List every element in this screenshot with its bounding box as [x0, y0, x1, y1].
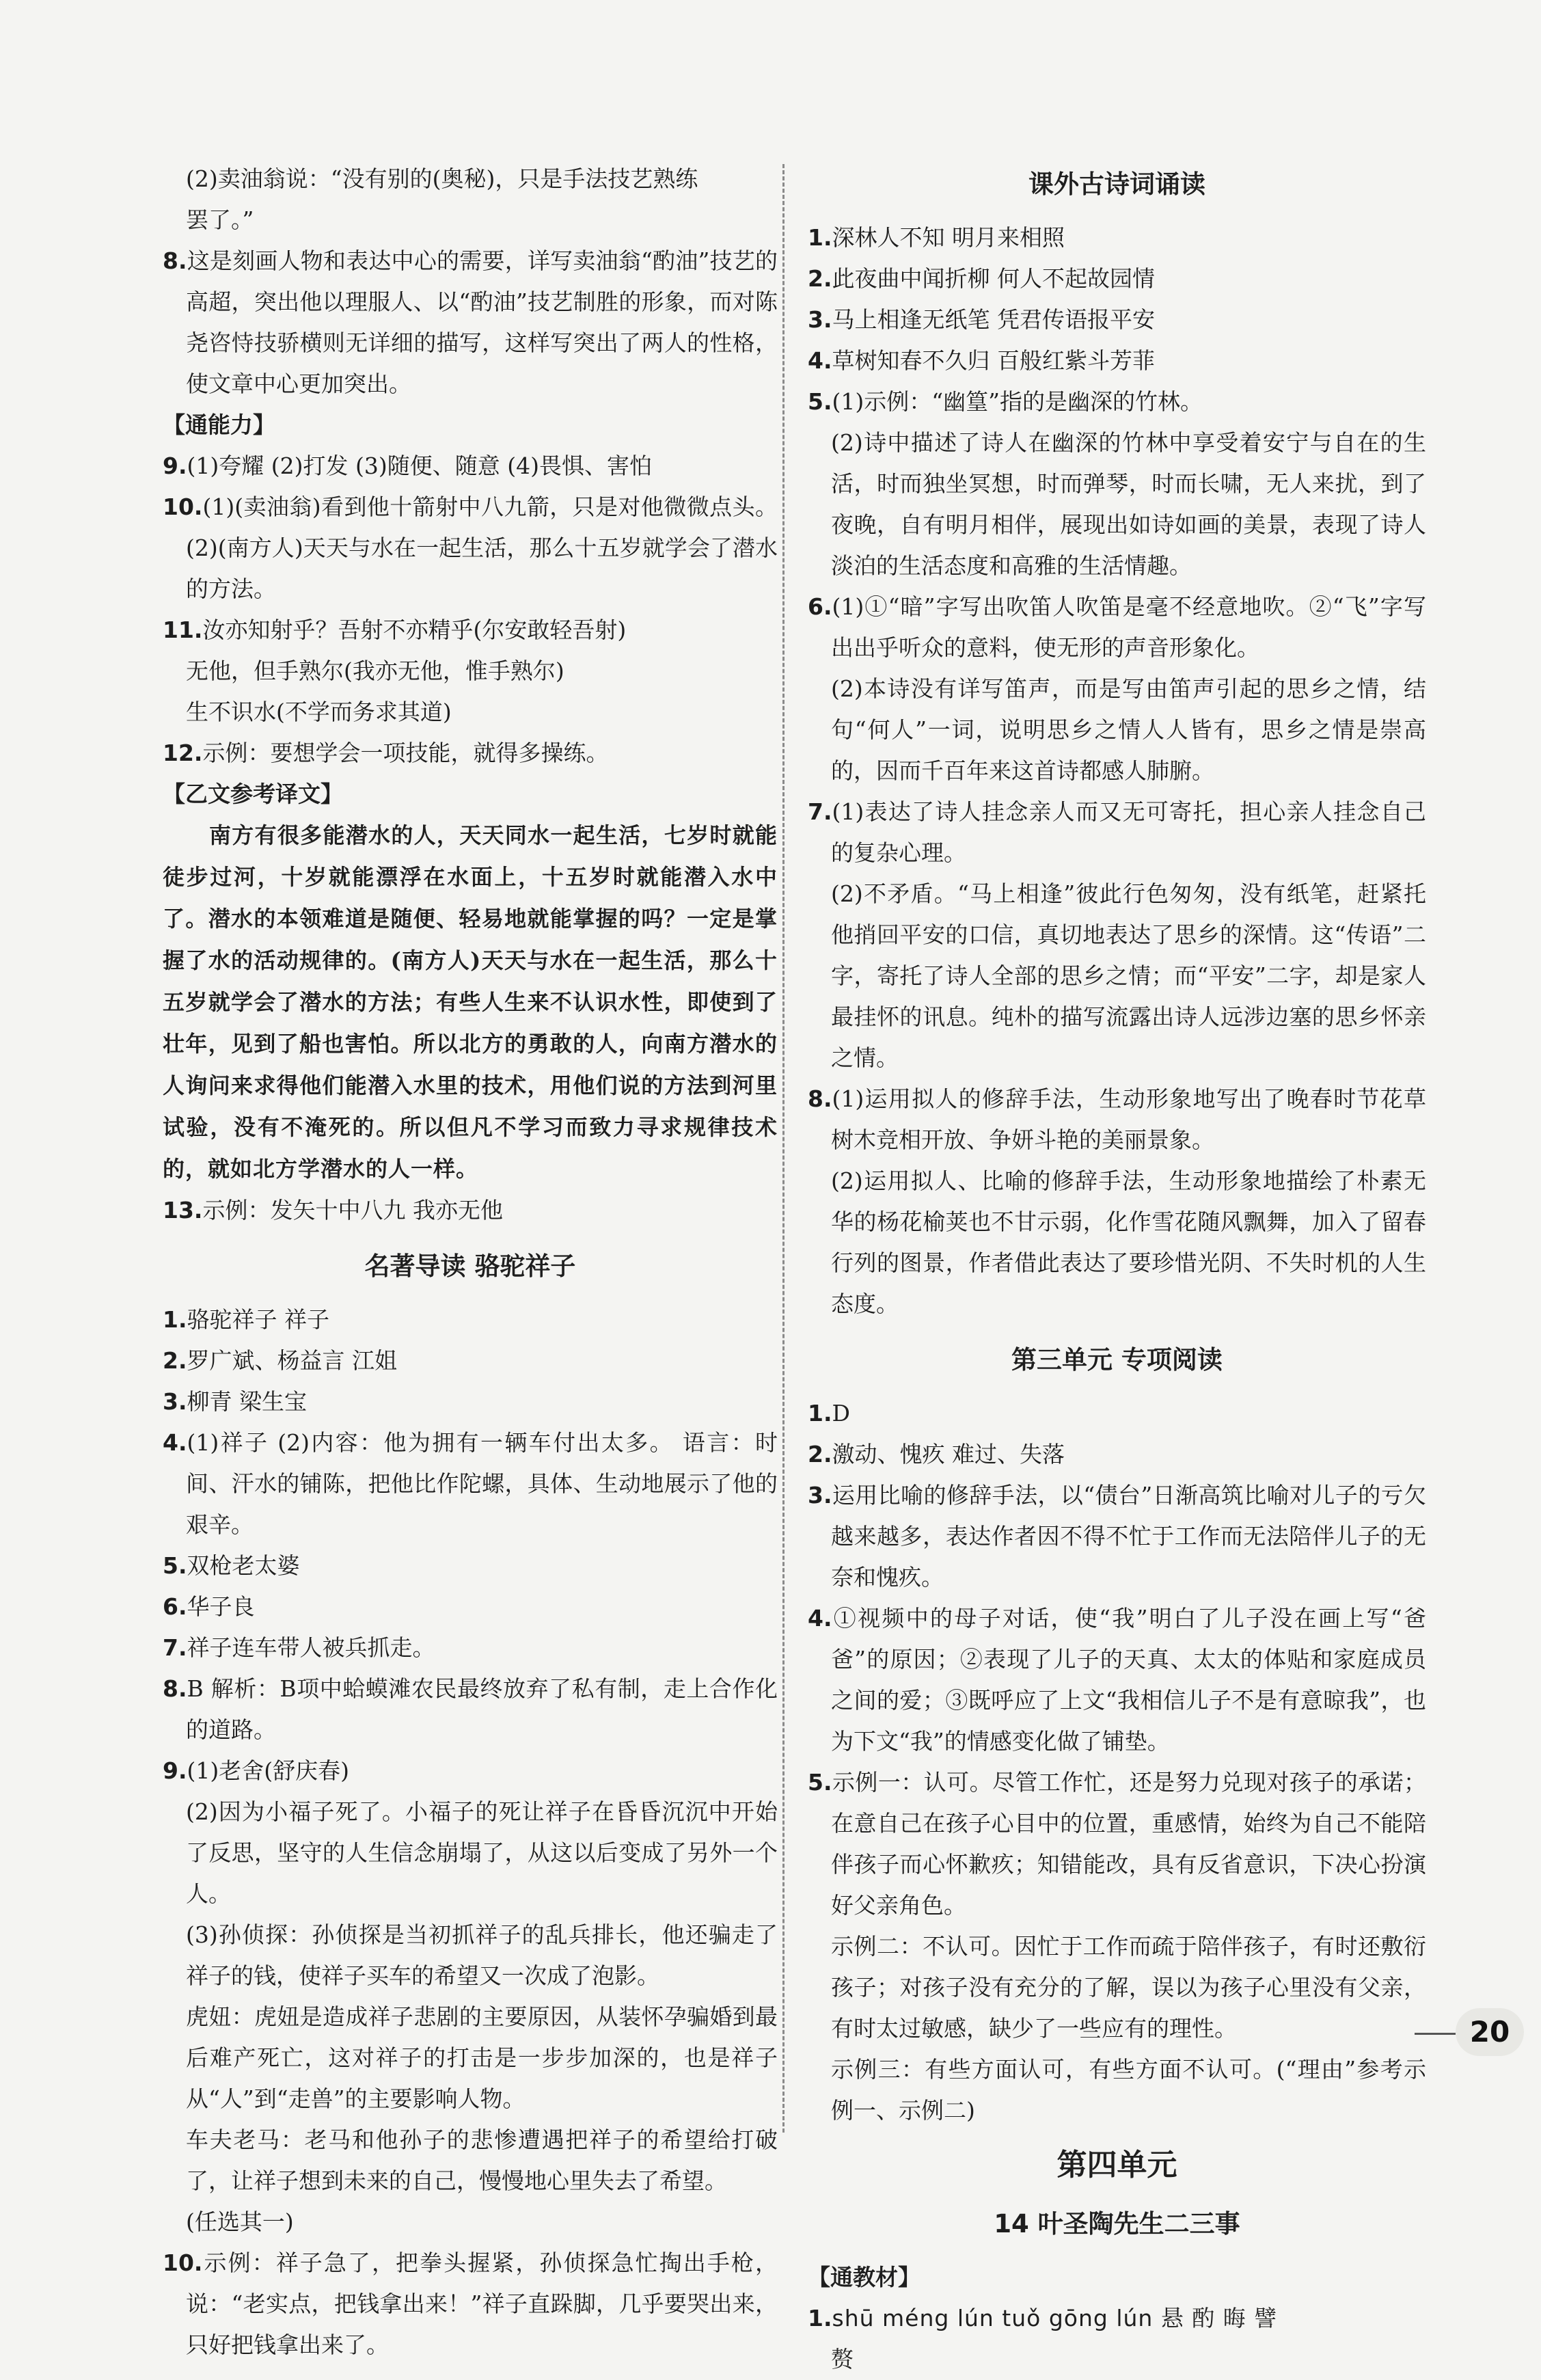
answer-line: 车夫老马：老马和他孙子的悲惨遭遇把祥子的希望给打破了，让祥子想到未来的自己，慢慢地心里失去了希望。 — [186, 2126, 778, 2194]
section-heading-gushi: 课外古诗词诵读 — [1028, 170, 1205, 199]
answer-text: 汝亦知射乎？吾射不亦精乎(尔安敢轻吾射) — [202, 617, 627, 643]
answer-item — [808, 217, 1426, 258]
answer-line: (任选其一) — [186, 2208, 294, 2235]
page-number-rule — [1415, 2033, 1456, 2035]
answer-item — [808, 1393, 1426, 1434]
item-number: 5. — [163, 1552, 187, 1579]
answer-text: 华子良 — [187, 1593, 255, 1620]
answer-text: 运用比喻的修辞手法，以“债台”日渐高筑比喻对儿子的亏欠越来越多，表达作者因不得不忙于工作而无法陪伴儿子的无奈和愧疚。 — [831, 1482, 1426, 1591]
answer-item-9 — [163, 446, 778, 487]
answer-line: (2)本诗没有详写笛声，而是写由笛声引起的思乡之情，结句“何人”一词，说明思乡之情人人皆有，思乡之情是崇高的，因而千百年来这首诗都感人肺腑。 — [831, 675, 1426, 784]
answer-line: 示例二：不认可。因忙于工作而疏于陪伴孩子，有时还敷衍孩子；对孩子没有充分的了解，误以为孩子心里没有父亲，有时太过敏感，缺少了一些应有的理性。 — [831, 1933, 1426, 2042]
column-divider — [782, 164, 785, 2133]
unit-heading: 第四单元 — [1056, 2148, 1177, 2182]
item-number: 1. — [808, 224, 832, 251]
answer-line: (2)因为小福子死了。小福子的死让祥子在昏昏沉沉中开始了反思，坚守的人生信念崩塌了，从这以后变成了另外一个人。 — [186, 1798, 778, 1907]
answer-text: 双枪老太婆 — [187, 1552, 300, 1579]
answer-line: (2)不矛盾。“马上相逢”彼此行色匆匆，没有纸笔，赶紧托他捎回平安的口信，真切地表达了思乡的深情。这“传语”二字，寄托了诗人全部的思乡之情；而“平安”二字，却是家人最挂怀的讯息。纯朴的描写流露出诗人远涉边塞的思乡怀亲之情。 — [831, 880, 1426, 1071]
answer-item — [808, 258, 1426, 299]
answer-text: shū méng lún tuǒ gōng lún 悬 酌 晦 譬 — [832, 2305, 1278, 2331]
answer-text: 祥子连车带人被兵抓走。 — [187, 1634, 435, 1661]
section-tag-yiwen: 【乙文参考译文】 — [163, 781, 343, 807]
answer-text: 示例一：认可。尽管工作忙，还是努力兑现对孩子的承诺；在意自己在孩子心目中的位置，重感情，始终为自己不能陪伴孩子而心怀歉疚；知错能改，具有反省意识，下决心扮演好父亲角色。 — [831, 1769, 1426, 1919]
item-number: 1. — [163, 1306, 187, 1333]
answer-item — [808, 1434, 1426, 1475]
answer-line: 无他，但手熟尔(我亦无他，惟手熟尔) — [186, 658, 564, 684]
item-number: 3. — [808, 306, 832, 333]
answer-text: D — [832, 1400, 850, 1426]
answer-item — [163, 1668, 778, 1750]
item-number: 10. — [163, 493, 203, 520]
item-number: 10. — [163, 2249, 203, 2276]
answer-line: 示例三：有些方面认可，有些方面不认可。(“理由”参考示例一、示例二) — [831, 2056, 1426, 2124]
item-number: 6. — [163, 1593, 187, 1620]
answer-text: 激动、愧疚 难过、失落 — [832, 1441, 1065, 1468]
answer-item — [163, 1299, 778, 1340]
item-number: 4. — [808, 1605, 832, 1632]
answer-text: (1)示例：“幽篁”指的是幽深的竹林。 — [832, 388, 1203, 415]
answer-item — [808, 586, 1426, 668]
answer-item — [808, 2298, 1426, 2339]
answer-text: (1)运用拟人的修辞手法，生动形象地写出了晚春时节花草树木竞相开放、争妍斗艳的美丽景象。 — [831, 1085, 1426, 1153]
item-number: 1. — [808, 1400, 832, 1426]
answer-item — [163, 1586, 778, 1627]
answer-item — [163, 1627, 778, 1668]
answer-line: (3)孙侦探：孙侦探是当初抓祥子的乱兵排长，他还骗走了祥子的钱，使祥子买车的希望又一次成了泡影。 — [186, 1921, 778, 1989]
answer-text: 罗广斌、杨益言 江姐 — [187, 1347, 397, 1374]
item-number: 3. — [808, 1482, 832, 1509]
answer-item — [163, 2243, 778, 2366]
answer-item-12 — [163, 733, 778, 774]
right-column — [808, 159, 1426, 2380]
answer-text: 示例：发矢十中八九 我亦无他 — [202, 1197, 503, 1223]
answer-text: (1)①“暗”字写出吹笛人吹笛是毫不经意地吹。②“飞”字写出出乎听众的意料，使无形的声音形象化。 — [831, 593, 1426, 661]
section-heading-unit3: 第三单元 专项阅读 — [1011, 1345, 1223, 1375]
answer-text: 骆驼祥子 祥子 — [187, 1306, 329, 1333]
answer-line: 生不识水(不学而务求其道) — [186, 699, 452, 725]
item-number: 5. — [808, 388, 832, 415]
item-number: 11. — [163, 617, 203, 643]
answer-text: 马上相逢无纸笔 凭君传语报平安 — [832, 306, 1155, 333]
answer-line: (2)运用拟人、比喻的修辞手法，生动形象地描绘了朴素无华的杨花榆荚也不甘示弱，化作雪花随风飘舞，加入了留春行列的图景，作者借此表达了要珍惜光阴、不失时机的人生态度。 — [831, 1167, 1426, 1317]
answer-item — [808, 381, 1426, 422]
section-heading-mingzhu: 名著导读 骆驼祥子 — [364, 1252, 576, 1281]
answer-text: 此夜曲中闻折柳 何人不起故园情 — [832, 265, 1155, 292]
item-number: 3. — [163, 1388, 187, 1415]
item-number: 12. — [163, 740, 203, 766]
answer-text: (1)(卖油翁)看到他十箭射中八九箭，只是对他微微点头。(2)(南方人)天天与水在一起生活，那么十五岁就学会了潜水的方法。 — [186, 493, 778, 602]
item-number: 8. — [163, 247, 187, 274]
answer-text: 草树知春不久归 百般红紫斗芳菲 — [832, 347, 1155, 374]
answer-line: 虎妞：虎妞是造成祥子悲剧的主要原因，从装怀孕骗婚到最后难产死亡，这对祥子的打击是一步步加深的，也是祥子从“人”到“走兽”的主要影响人物。 — [186, 2003, 778, 2112]
answer-item — [808, 1762, 1426, 1926]
answer-text: 示例：要想学会一项技能，就得多操练。 — [202, 740, 609, 766]
answer-item — [163, 1340, 778, 1381]
item-number: 13. — [163, 1197, 203, 1223]
page-number: 20 — [1456, 2008, 1524, 2056]
item-number: 4. — [163, 1429, 187, 1456]
answer-text: ①视频中的母子对话，使“我”明白了儿子没在画上写“爸爸”的原因；②表现了儿子的天真、太太的体贴和家庭成员之间的爱；③既呼应了上文“我相信儿子不是有意晾我”，也为下文“我”的情感变化做了铺垫。 — [831, 1605, 1426, 1755]
item-number: 8. — [163, 1675, 187, 1702]
answer-item-11 — [163, 610, 778, 651]
answer-line: 赘 — [831, 2346, 854, 2372]
answer-item-8 — [163, 241, 778, 405]
lesson-heading: 14 叶圣陶先生二三事 — [994, 2209, 1240, 2239]
answer-text: (1)夸耀 (2)打发 (3)随便、随意 (4)畏惧、害怕 — [187, 452, 652, 479]
answer-text: (1)表达了诗人挂念亲人而又无可寄托，担心亲人挂念自己的复杂心理。 — [831, 798, 1426, 866]
answer-item — [808, 340, 1426, 381]
answer-item-13 — [163, 1190, 778, 1231]
answer-text: 这是刻画人物和表达中心的需要，详写卖油翁“酌油”技艺的高超，突出他以理服人、以“酌油”技艺制胜的形象，而对陈尧咨恃技骄横则无详细的描写，这样写突出了两人的性格，使文章中心更加突出。 — [186, 247, 778, 397]
answer-line: (2)卖油翁说：“没有别的(奥秘)，只是手法技艺熟练 — [186, 165, 698, 192]
item-number: 5. — [808, 1769, 832, 1796]
item-number: 7. — [163, 1634, 187, 1661]
item-number: 6. — [808, 593, 832, 620]
answer-item — [808, 1598, 1426, 1762]
section-tag-tongjiaocai: 【通教材】 — [808, 2264, 920, 2290]
item-number: 9. — [163, 452, 187, 479]
answer-text: B 解析：B项中蛤蟆滩农民最终放弃了私有制，走上合作化的道路。 — [186, 1675, 778, 1743]
answer-item — [808, 1475, 1426, 1598]
section-tag-tongnengli: 【通能力】 — [163, 411, 275, 438]
item-number: 7. — [808, 798, 832, 825]
translation-paragraph: 南方有很多能潜水的人，天天同水一起生活，七岁时就能徒步过河，十岁就能漂浮在水面上，十五岁时就能潜入水中了。潜水的本领难道是随便、轻易地就能掌握的吗？一定是掌握了水的活动规律的。(南方人)天天与水在一起生活，那么十五岁就学会了潜水的方法；有些人生来不认识水性，即使到了壮年，见到了船也害怕。所以北方的勇敢的人，向南方潜水的人询问来求得他们能潜入水里的技术，用他们说的方法到河里试验，没有不淹死的。所以但凡不学习而致力寻求规律技术的，就如北方学潜水的人一样。 — [163, 822, 778, 1182]
answer-item — [808, 792, 1426, 874]
left-column — [163, 159, 778, 2366]
answer-text: 示例：祥子急了，把拳头握紧，孙侦探急忙掏出手枪，说：“老实点，把钱拿出来！”祥子直跺脚，几乎要哭出来，只好把钱拿出来了。 — [186, 2249, 778, 2358]
answer-text: 柳青 梁生宝 — [187, 1388, 307, 1415]
answer-text: (1)老舍(舒庆春) — [187, 1757, 349, 1784]
answer-item — [163, 1422, 778, 1545]
answer-item — [163, 1381, 778, 1422]
item-number: 8. — [808, 1085, 832, 1112]
item-number: 4. — [808, 347, 832, 374]
answer-item — [808, 299, 1426, 340]
item-number: 1. — [808, 2305, 832, 2331]
answer-line: 罢了。” — [186, 206, 254, 233]
answer-line: (2)诗中描述了诗人在幽深的竹林中享受着安宁与自在的生活，时而独坐冥想，时而弹琴，时而长啸，无人来扰，到了夜晚，自有明月相伴，展现出如诗如画的美景，表现了诗人淡泊的生活态度和高雅的生活情趣。 — [831, 429, 1426, 579]
item-number: 2. — [163, 1347, 187, 1374]
answer-item — [163, 1750, 778, 1791]
item-number: 9. — [163, 1757, 187, 1784]
answer-item-10 — [163, 487, 778, 610]
item-number: 2. — [808, 1441, 832, 1468]
answer-text: (1)祥子 (2)内容：他为拥有一辆车付出太多。 语言：时间、汗水的铺陈，把他比作陀螺，具体、生动地展示了他的艰辛。 — [186, 1429, 778, 1538]
answer-item — [808, 1079, 1426, 1161]
answer-text: 深林人不知 明月来相照 — [832, 224, 1065, 251]
item-number: 2. — [808, 265, 832, 292]
answer-item — [163, 1545, 778, 1586]
